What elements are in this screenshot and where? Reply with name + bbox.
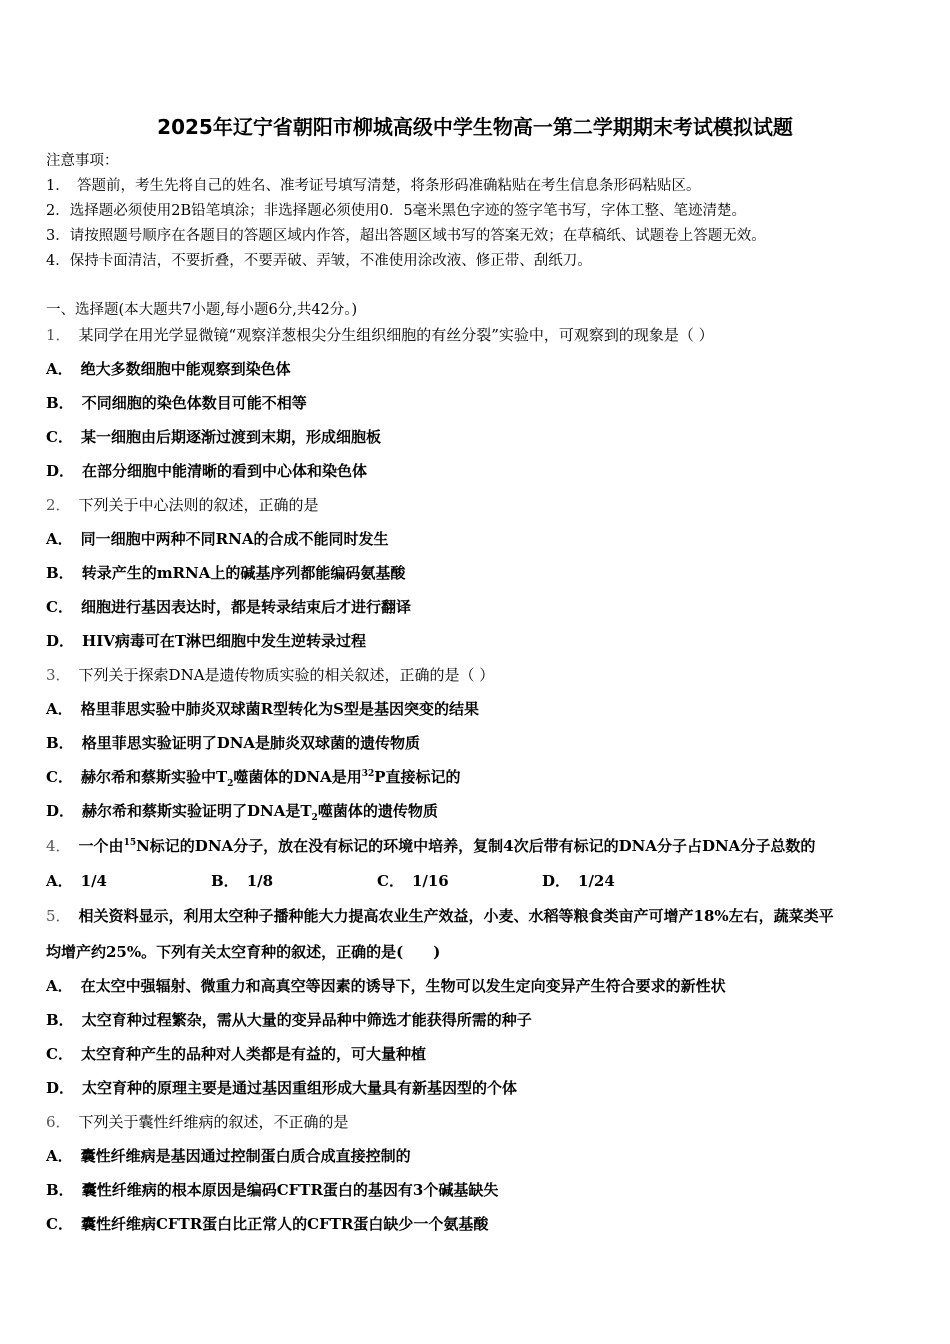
option-2c [46,596,411,618]
option-3a [46,698,479,720]
option-label: C． [46,1215,73,1233]
option-text-pre: 赫尔希和蔡斯实验证明了DNA是T [82,802,312,820]
question-6 [46,1111,349,1133]
option-text: 转录产生的mRNA上的碱基序列都能编码氨基酸 [81,564,406,582]
option-label: A． [46,872,73,890]
option-4a [46,870,107,892]
question-number: 3． [46,666,71,684]
option-text: 囊性纤维病的根本原因是编码CFTR蛋白的基因有3个碱基缺失 [81,1181,499,1199]
question-number: 2． [46,496,71,514]
option-text: 1/24 [578,872,615,890]
option-label: D． [46,462,75,480]
option-5c [46,1043,426,1065]
option-text: 绝大多数细胞中能观察到染色体 [80,360,291,378]
question-text-post: N标记的DNA分子，放在没有标记的环境中培养，复制4次后带有标记的DNA分子占DNA分子总数的 [136,837,816,855]
question-1 [46,324,714,346]
option-label: D． [46,632,75,650]
option-label: C． [46,1045,73,1063]
option-5d [46,1077,517,1099]
option-text: 太空育种产生的品种对人类都是有益的，可大量种植 [80,1045,426,1063]
option-text: 1/4 [80,872,107,890]
subscript: 2 [311,813,318,823]
question-number: 1． [46,326,71,344]
option-label: C． [46,428,73,446]
question-2 [46,494,319,516]
question-text: 相关资料显示，利用太空种子播种能大力提高农业生产效益，小麦、水稻等粮食类亩产可增产18%左右，蔬菜类平 [78,907,834,925]
question-text: 下列关于探索DNA是遗传物质实验的相关叙述，正确的是（ ） [78,666,495,684]
option-text-post: 噬菌体的遗传物质 [317,802,438,820]
option-text: 囊性纤维病CFTR蛋白比正常人的CFTR蛋白缺少一个氨基酸 [80,1215,489,1233]
superscript: 32 [361,769,375,779]
option-text-post: P直接标记的 [374,768,461,786]
option-label: A． [46,360,73,378]
question-text-pre: 一个由 [78,837,124,855]
question-5-continued: 均增产约25%。下列有关太空育种的叙述，正确的是( ) [46,943,441,961]
option-label: D． [46,1079,75,1097]
page-title: 2025年辽宁省朝阳市柳城高级中学生物高一第二学期期末考试模拟试题 [157,115,793,139]
notice-heading: 注意事项： [46,153,119,169]
option-label: A． [46,977,73,995]
option-label: B． [46,394,74,412]
notice-item: 4．保持卡面清洁，不要折叠，不要弄破、弄皱，不准使用涂改液、修正带、刮纸刀。 [46,253,592,269]
section-heading: 一、选择题(本大题共7小题,每小题6分,共42分。) [46,302,358,318]
option-1a [46,358,291,380]
option-text: 1/16 [411,872,449,890]
subscript: 2 [227,779,234,789]
option-label: B． [46,1181,74,1199]
option-5a [46,975,726,997]
question-text: 某同学在用光学显微镜“观察洋葱根尖分生组织细胞的有丝分裂”实验中，可观察到的现象是（ ） [78,326,714,344]
option-5b [46,1009,532,1031]
question-3 [46,664,494,686]
superscript: 15 [123,838,137,848]
option-text: 太空育种过程繁杂，需从大量的变异品种中筛选才能获得所需的种子 [81,1011,532,1029]
option-6b [46,1179,498,1201]
option-text-pre: 赫尔希和蔡斯实验中T [80,768,228,786]
option-label: A． [46,1147,73,1165]
option-1c [46,426,381,448]
option-4c [377,870,449,892]
question-number: 5． [46,907,71,925]
option-text: 不同细胞的染色体数目可能不相等 [81,394,307,412]
option-3b [46,732,420,754]
option-3d [46,800,438,822]
option-text: 在太空中强辐射、微重力和高真空等因素的诱导下，生物可以发生定向变异产生符合要求的新性状 [80,977,726,995]
option-text: 囊性纤维病是基因通过控制蛋白质合成直接控制的 [80,1147,411,1165]
question-text: 下列关于中心法则的叙述，正确的是 [78,496,319,514]
option-2a [46,528,388,550]
option-4b [211,870,273,892]
question-5 [46,905,834,927]
option-1b [46,392,307,414]
question-4 [46,835,815,857]
notice-item: 3．请按照题号顺序在各题目的答题区域内作答，超出答题区域书写的答案无效；在草稿纸、试题卷上答题无效。 [46,228,766,244]
option-3c [46,766,461,788]
question-number: 6． [46,1113,71,1131]
option-label: D． [46,802,75,820]
option-label: C． [377,872,404,890]
question-number: 4． [46,837,71,855]
question-text: 下列关于囊性纤维病的叙述，不正确的是 [78,1113,349,1131]
option-text: 在部分细胞中能清晰的看到中心体和染色体 [82,462,368,480]
option-label: C． [46,598,73,616]
option-6a [46,1145,411,1167]
option-text: 格里菲思实验证明了DNA是肺炎双球菌的遗传物质 [81,734,421,752]
option-label: B． [46,734,74,752]
option-text: 同一细胞中两种不同RNA的合成不能同时发生 [80,530,389,548]
option-label: B． [46,1011,74,1029]
option-text: HIV病毒可在T淋巴细胞中发生逆转录过程 [82,632,367,650]
option-text-mid: 噬菌体的DNA是用 [233,768,362,786]
option-1d [46,460,367,482]
option-label: C． [46,768,73,786]
option-label: D． [542,872,571,890]
notice-item: 1． 答题前，考生先将自己的姓名、准考证号填写清楚，将条形码准确粘贴在考生信息条形码粘贴区。 [46,178,701,194]
option-2d [46,630,366,652]
option-label: A． [46,530,73,548]
option-label: B． [46,564,74,582]
option-text: 1/8 [246,872,274,890]
notice-item: 2．选择题必须使用2B铅笔填涂；非选择题必须使用0．5毫米黑色字迹的签字笔书写，字体工整、笔迹清楚。 [46,203,747,219]
option-text: 太空育种的原理主要是通过基因重组形成大量具有新基因型的个体 [82,1079,518,1097]
option-text: 某一细胞由后期逐渐过渡到末期，形成细胞板 [80,428,381,446]
option-text: 细胞进行基因表达时，都是转录结束后才进行翻译 [80,598,411,616]
option-label: B． [211,872,239,890]
option-label: A． [46,700,73,718]
option-4d [542,870,615,892]
option-text: 格里菲思实验中肺炎双球菌R型转化为S型是基因突变的结果 [80,700,479,718]
option-2b [46,562,405,584]
option-6c [46,1213,488,1235]
